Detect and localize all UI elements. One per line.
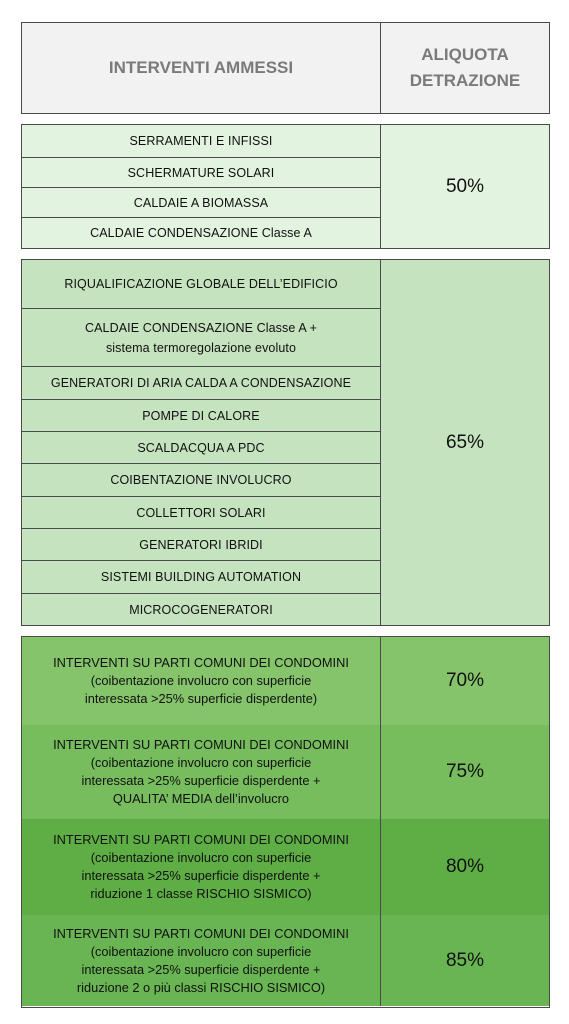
header-interventi bbox=[22, 23, 380, 113]
desc-line: INTERVENTI SU PARTI COMUNI DEI CONDOMINI bbox=[53, 925, 349, 941]
condomini-desc bbox=[22, 819, 380, 915]
desc-line: INTERVENTI SU PARTI COMUNI DEI CONDOMINI bbox=[53, 655, 349, 670]
condomini-row-70 bbox=[22, 637, 549, 726]
list-item bbox=[22, 188, 380, 218]
desc-line: INTERVENTI SU PARTI COMUNI DEI CONDOMINI bbox=[53, 832, 349, 847]
item-label: MICROCOGENERATORI bbox=[129, 602, 273, 617]
list-item bbox=[22, 400, 380, 432]
list-item bbox=[22, 260, 380, 309]
desc-line: interessata >25% superficie disperdente) bbox=[84, 691, 318, 706]
desc-line: (coibentazione involucro con superficie bbox=[90, 755, 312, 770]
item-label: SCHERMATURE SOLARI bbox=[127, 165, 275, 180]
item-label: RIQUALIFICAZIONE GLOBALE DELL’EDIFICIO bbox=[64, 277, 338, 291]
condomini-desc bbox=[22, 637, 380, 725]
item-label: POMPE DI CALORE bbox=[142, 408, 260, 423]
header-interventi-label: INTERVENTI AMMESSI bbox=[108, 58, 294, 77]
desc-line: interessata >25% superficie disperdente + bbox=[81, 773, 321, 788]
rate-85 bbox=[380, 915, 549, 1006]
group-condomini bbox=[21, 636, 550, 1008]
rate-80 bbox=[380, 819, 549, 915]
desc-line: interessata >25% superficie disperdente + bbox=[81, 868, 321, 883]
condomini-desc bbox=[22, 915, 380, 1006]
rate-value: 70% bbox=[445, 670, 485, 691]
rate-50 bbox=[380, 125, 549, 248]
item-label: CALDAIE A BIOMASSA bbox=[133, 195, 269, 210]
list-item bbox=[22, 158, 380, 188]
item-label: COIBENTAZIONE INVOLUCRO bbox=[110, 473, 292, 487]
item-label-line2: sistema termoregolazione evoluto bbox=[105, 340, 297, 355]
condomini-desc bbox=[22, 725, 380, 819]
desc-line: riduzione 2 o più classi RISCHIO SISMICO) bbox=[76, 979, 326, 995]
desc-line: (coibentazione involucro con superficie bbox=[90, 673, 312, 688]
rate-value: 50% bbox=[445, 175, 485, 197]
list-item bbox=[22, 125, 380, 158]
group-65 bbox=[21, 259, 550, 626]
header-aliquota bbox=[380, 23, 549, 113]
list-item bbox=[22, 497, 380, 529]
header-aliquota-line2: DETRAZIONE bbox=[409, 71, 521, 90]
header-aliquota-line1: ALIQUOTA bbox=[421, 45, 509, 64]
list-item bbox=[22, 218, 380, 247]
condomini-row-85 bbox=[22, 915, 549, 1006]
list-item bbox=[22, 529, 380, 561]
item-label: GENERATORI DI ARIA CALDA A CONDENSAZIONE bbox=[50, 376, 352, 390]
list-item bbox=[22, 594, 380, 625]
condomini-row-80 bbox=[22, 819, 549, 916]
list-item bbox=[22, 367, 380, 400]
desc-line: riduzione 1 classe RISCHIO SISMICO) bbox=[90, 886, 312, 901]
item-label: SCALDACQUA A PDC bbox=[137, 440, 265, 455]
group-50 bbox=[21, 124, 550, 249]
rate-value: 65% bbox=[445, 431, 485, 453]
desc-line: (coibentazione involucro con superficie bbox=[90, 943, 312, 959]
item-label: CALDAIE CONDENSAZIONE Classe A bbox=[90, 225, 312, 240]
rate-value: 75% bbox=[445, 761, 485, 782]
item-label: GENERATORI IBRIDI bbox=[139, 537, 263, 552]
rate-value: 80% bbox=[445, 856, 485, 877]
item-label: SISTEMI BUILDING AUTOMATION bbox=[100, 570, 302, 584]
item-label-line1: CALDAIE CONDENSAZIONE Classe A + bbox=[84, 320, 318, 335]
condomini-row-75 bbox=[22, 725, 549, 820]
list-item bbox=[22, 309, 380, 367]
list-item bbox=[22, 464, 380, 497]
rate-75 bbox=[380, 725, 549, 819]
table-header bbox=[21, 22, 550, 114]
list-item bbox=[22, 561, 380, 594]
rate-65 bbox=[380, 260, 549, 625]
desc-line: (coibentazione involucro con superficie bbox=[90, 850, 312, 865]
desc-line: QUALITA’ MEDIA dell’involucro bbox=[112, 791, 290, 806]
desc-line: interessata >25% superficie disperdente + bbox=[81, 961, 321, 977]
list-item bbox=[22, 432, 380, 464]
rate-70 bbox=[380, 637, 549, 725]
item-label: COLLETTORI SOLARI bbox=[136, 505, 266, 520]
item-label: SERRAMENTI E INFISSI bbox=[129, 134, 273, 148]
rate-value: 85% bbox=[445, 949, 485, 971]
desc-line: INTERVENTI SU PARTI COMUNI DEI CONDOMINI bbox=[53, 737, 349, 752]
